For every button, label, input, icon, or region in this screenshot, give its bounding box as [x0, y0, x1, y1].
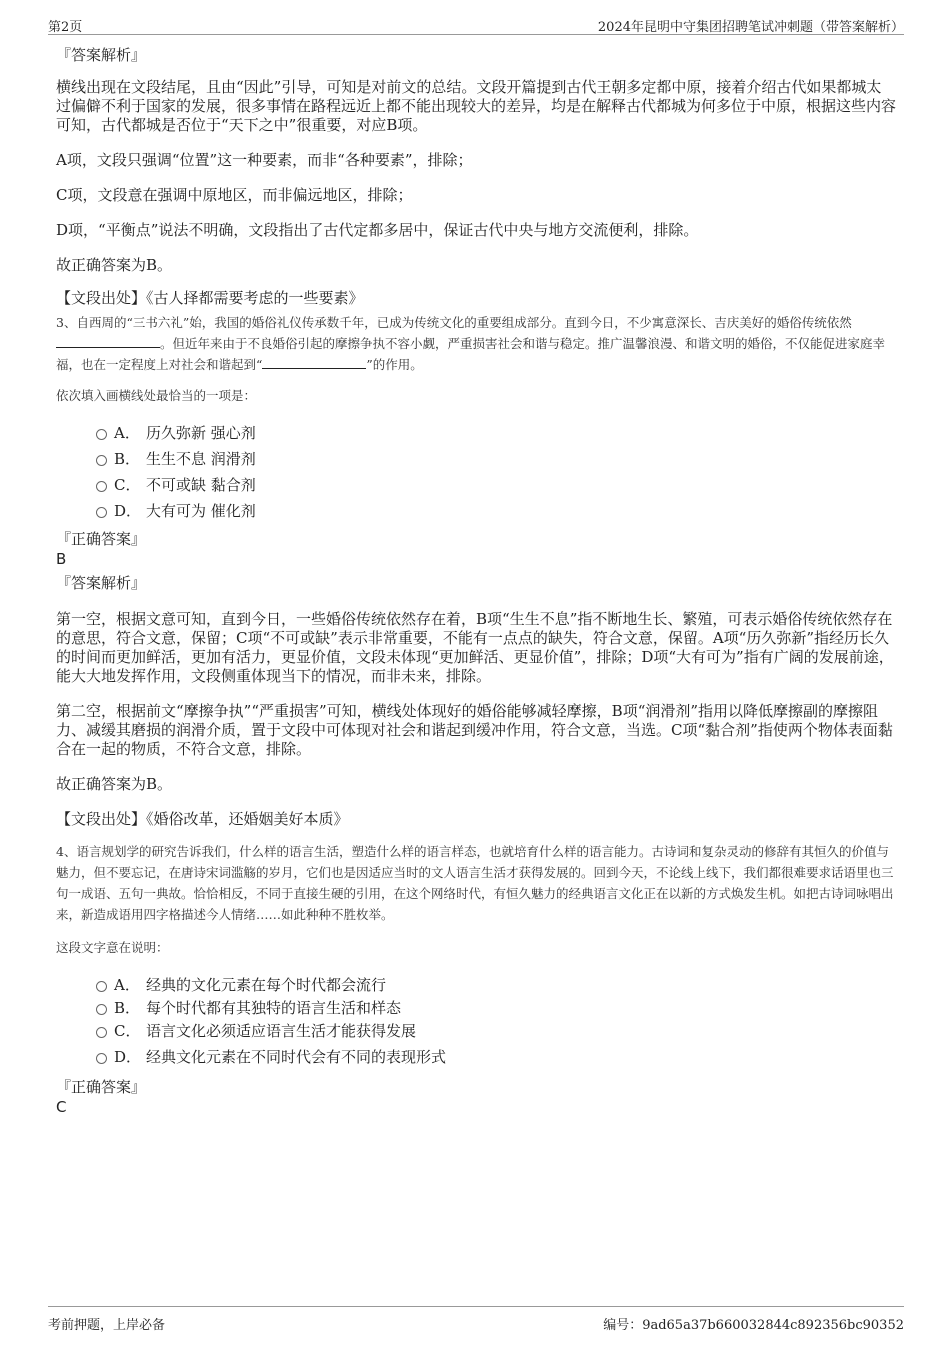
question-3-prompt: 依次填入画横线处最恰当的一项是： — [56, 388, 257, 403]
analysis-paragraph-1: 第一空，根据文意可知，直到今日，一些婚俗传统依然存在着，B项“生生不息”指不断地生长、繁殖，可表示婚俗传统依然存在的意思，符合文意，保留；C项“不可或缺”表示非常重要，不能有一点点的缺失，符合文意，保留。A项“历久弥新”指经历长久的时间而更加鲜活，更加有活力，更显价值，文段未体现“更加鲜活、更显价值”，排除；D项“大有可为”指有广阔的发展前途，能大大地发挥作用，文段侧重体现当下的情况，而非未来，排除。 — [56, 610, 894, 685]
option-d[interactable]: D． 经典文化元素在不同时代会有不同的表现形式 — [96, 1044, 896, 1070]
correct-answer: C — [56, 1098, 67, 1116]
radio-icon[interactable] — [96, 481, 107, 492]
question-4-options — [96, 972, 896, 1070]
radio-icon[interactable] — [96, 1027, 107, 1038]
radio-icon[interactable] — [96, 1004, 107, 1015]
analysis-label: 『答案解析』 — [56, 574, 147, 592]
page-number: 第2页 — [48, 20, 83, 35]
correct-answer-label: 『正确答案』 — [56, 530, 147, 548]
passage-source: 【文段出处】《婚俗改革，还婚姻美好本质》 — [56, 810, 349, 828]
radio-icon[interactable] — [96, 429, 107, 440]
option-b[interactable]: B． 每个时代都有其独特的语言生活和样态 — [96, 998, 896, 1018]
blank-line — [56, 335, 160, 348]
question-4-prompt: 这段文字意在说明： — [56, 940, 169, 955]
page-header — [48, 14, 904, 35]
blank-line — [262, 356, 366, 369]
option-d[interactable]: D． 大有可为 催化剂 — [96, 498, 896, 524]
question-3-options — [96, 420, 896, 524]
analysis-option-c: C项，文段意在强调中原地区，而非偏远地区，排除； — [56, 186, 413, 204]
correct-answer-label: 『正确答案』 — [56, 1078, 147, 1096]
analysis-option-d: D项，“平衡点”说法不明确，文段指出了古代定都多居中，保证古代中央与地方交流便利，排除。 — [56, 221, 699, 239]
option-a[interactable]: A． 经典的文化元素在每个时代都会流行 — [96, 972, 896, 998]
radio-icon[interactable] — [96, 455, 107, 466]
analysis-label: 『答案解析』 — [56, 46, 147, 64]
answer-conclusion: 故正确答案为B。 — [56, 775, 173, 793]
footer-slogan: 考前押题，上岸必备 — [48, 1318, 166, 1333]
page-footer — [48, 1306, 904, 1337]
question-3-stem: 3、自西周的“三书六礼”始，我国的婚俗礼仪传承数千年，已成为传统文化的重要组成部分。直到今日，不少寓意深长、吉庆美好的婚俗传统依然。但近年来由于不良婚俗引起的摩擦争执不容小觑，严重损害社会和谐与稳定。推广温馨浪漫、和谐文明的婚俗，不仅能促进家庭幸福，也在一定程度上对社会和谐起到“ ”的作用。 — [56, 315, 886, 372]
analysis-paragraph: 横线出现在文段结尾，且由“因此”引导，可知是对前文的总结。文段开篇提到古代王朝多定都中原，接着介绍古代如果都城太过偏僻不利于国家的发展，很多事情在路程远近上都不能出现较大的差异，均是在解释古代都城为何多位于中原，根据这些内容可知，古代都城是否位于“天下之中”很重要，对应B项。 — [56, 78, 897, 134]
analysis-paragraph-2: 第二空，根据前文“摩擦争执”“严重损害”可知，横线处体现好的婚俗能够减轻摩擦，B项“润滑剂”指用以降低摩擦副的摩擦阻力、减缓其磨损的润滑介质，置于文段中可体现对社会和谐起到缓冲作用，符合文意，当选。C项“黏合剂”指使两个物体表面黏合在一起的物质，不符合文意，排除。 — [56, 702, 893, 758]
option-c[interactable]: C． 语言文化必须适应语言生活才能获得发展 — [96, 1018, 896, 1044]
option-c[interactable]: C． 不可或缺 黏合剂 — [96, 472, 896, 498]
correct-answer: B — [56, 550, 67, 568]
document-id: 编号：9ad65a37b660032844c892356bc90352 — [603, 1318, 904, 1333]
option-b[interactable]: B． 生生不息 润滑剂 — [96, 446, 896, 472]
question-4-stem: 4、语言规划学的研究告诉我们，什么样的语言生活，塑造什么样的语言样态，也就培育什么样的语言能力。古诗词和复杂灵动的修辞有其恒久的价值与魅力，但不要忘记，在唐诗宋词滥觞的岁月，它们也是因适应当时的文人语言生活才获得发展的。回到今天，不论线上线下，我们都很难要求话语里也三句一成语、五句一典故。恰恰相反，不同于直接生硬的引用，在这个网络时代，有恒久魅力的经典语言文化正在以新的方式焕发生机。如把古诗词咏唱出来，新造成语用四字格描述今人情绪……如此种种不胜枚举。 — [56, 844, 894, 922]
page-content — [56, 44, 896, 1116]
document-title: 2024年昆明中守集团招聘笔试冲刺题（带答案解析） — [597, 20, 904, 35]
radio-icon[interactable] — [96, 1053, 107, 1064]
passage-source: 【文段出处】《古人择都需要考虑的一些要素》 — [56, 289, 364, 307]
radio-icon[interactable] — [96, 507, 107, 518]
radio-icon[interactable] — [96, 981, 107, 992]
answer-conclusion: 故正确答案为B。 — [56, 256, 173, 274]
option-a[interactable]: A． 历久弥新 强心剂 — [96, 420, 896, 446]
analysis-option-a: A项，文段只强调“位置”这一种要素，而非“各种要素”，排除； — [56, 151, 473, 169]
